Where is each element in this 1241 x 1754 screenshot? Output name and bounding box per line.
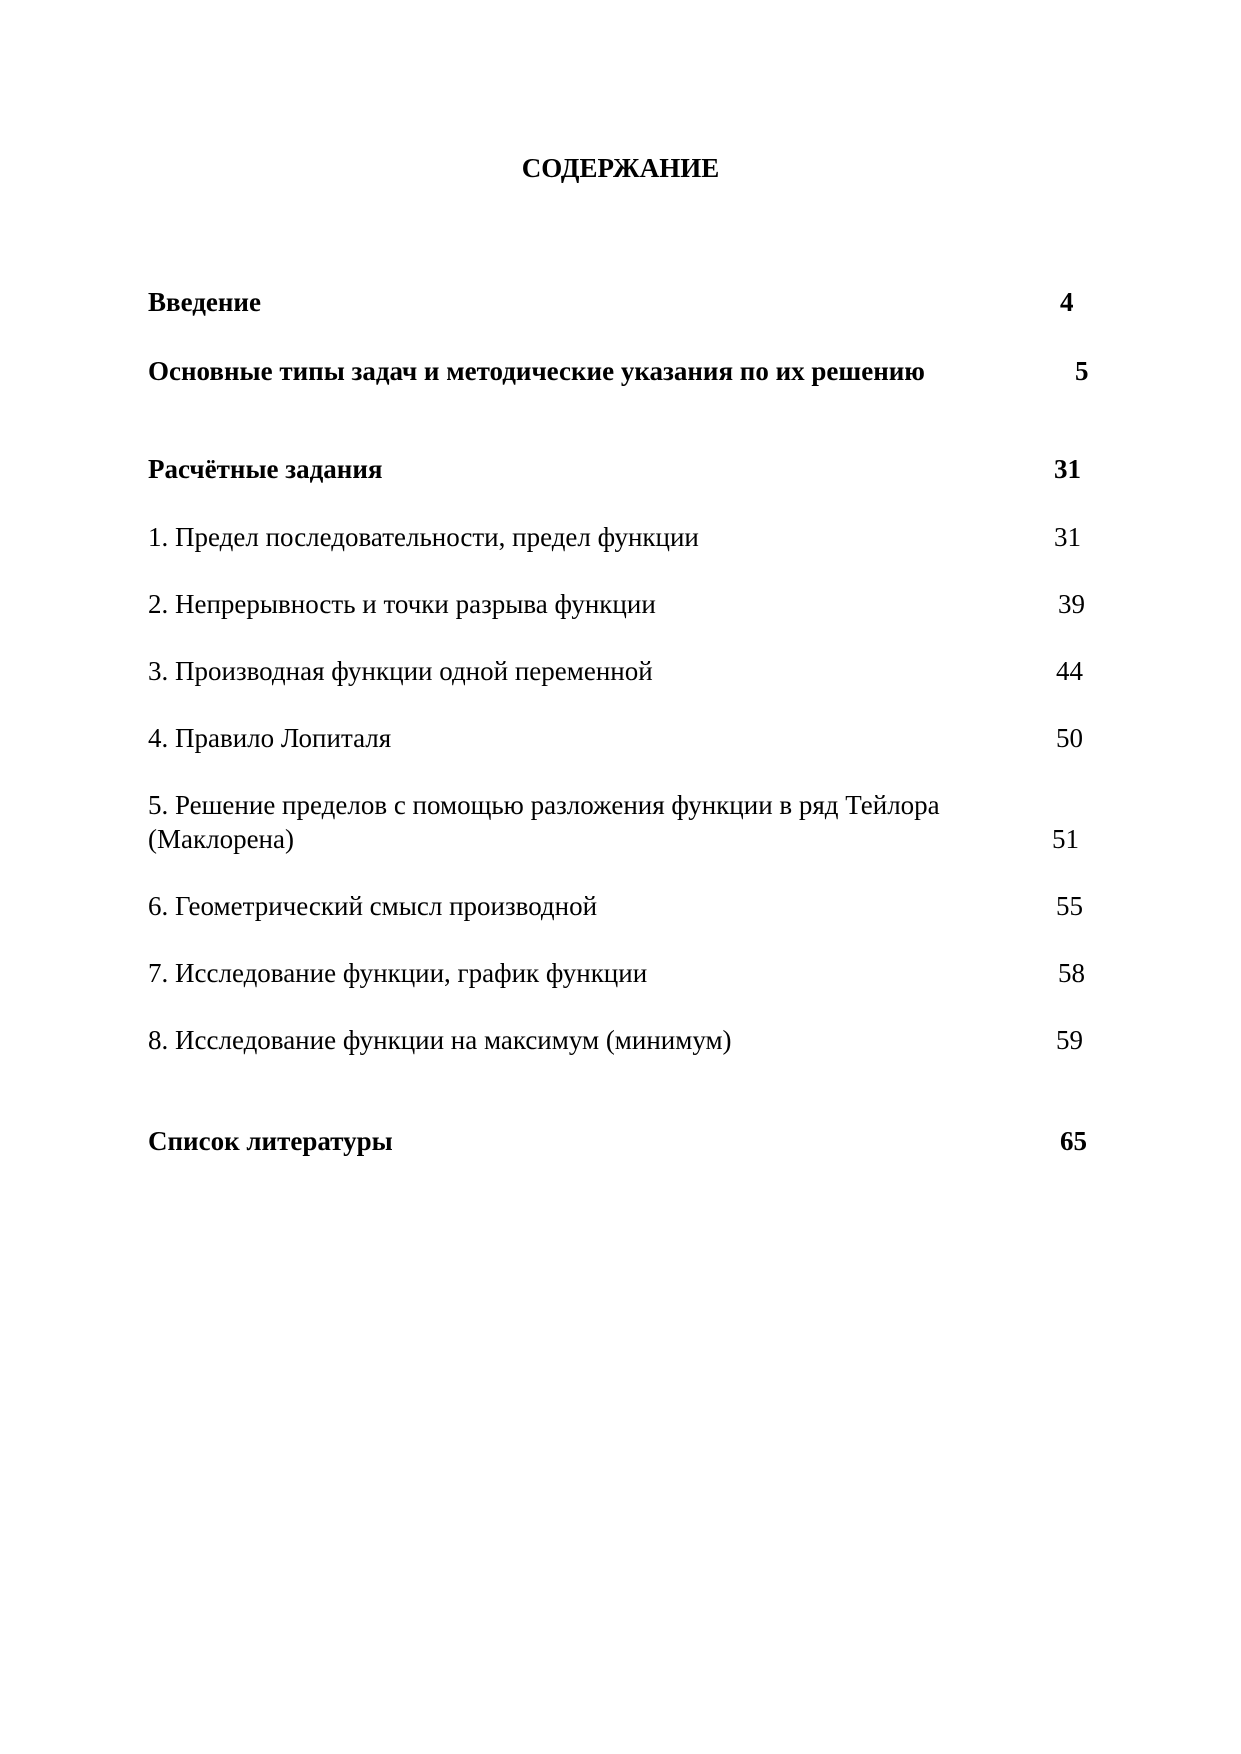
page-title: СОДЕРЖАНИЕ [521,153,720,183]
toc-entry-bibliography: Список литературы [148,1126,393,1156]
toc-entry-section-5-line2: (Маклорена) [148,824,294,854]
toc-page-bibliography: 65 [1060,1126,1087,1156]
toc-page-section-3: 44 [1056,656,1083,686]
toc-page-section-4: 50 [1056,723,1083,753]
toc-page-section-2: 39 [1058,589,1085,619]
toc-entry-calculation-tasks: Расчётные задания [148,454,383,484]
toc-entry-section-1: 1. Предел последовательности, предел функции [148,522,699,552]
toc-page-section-7: 58 [1058,958,1085,988]
toc-entry-section-8: 8. Исследование функции на максимум (минимум) [148,1025,732,1055]
toc-page-section-1: 31 [1054,522,1081,552]
toc-page-section-8: 59 [1056,1025,1083,1055]
toc-page-calculation-tasks: 31 [1054,454,1081,484]
toc-entry-section-4: 4. Правило Лопиталя [148,723,392,753]
toc-page-section-6: 55 [1056,891,1083,921]
toc-entry-section-2: 2. Непрерывность и точки разрыва функции [148,589,656,619]
toc-entry-main-task-types: Основные типы задач и методические указания по их решению [148,356,925,386]
toc-page-main-task-types: 5 [1075,356,1089,386]
toc-page-section-5: 51 [1052,824,1079,854]
toc-entry-section-6: 6. Геометрический смысл производной [148,891,598,921]
toc-entry-section-3: 3. Производная функции одной переменной [148,656,653,686]
toc-entry-section-5-line1: 5. Решение пределов с помощью разложения функции в ряд Тейлора [148,790,940,820]
toc-page-introduction: 4 [1060,287,1074,317]
toc-entry-section-7: 7. Исследование функции, график функции [148,958,648,988]
toc-entry-introduction: Введение [148,287,261,317]
